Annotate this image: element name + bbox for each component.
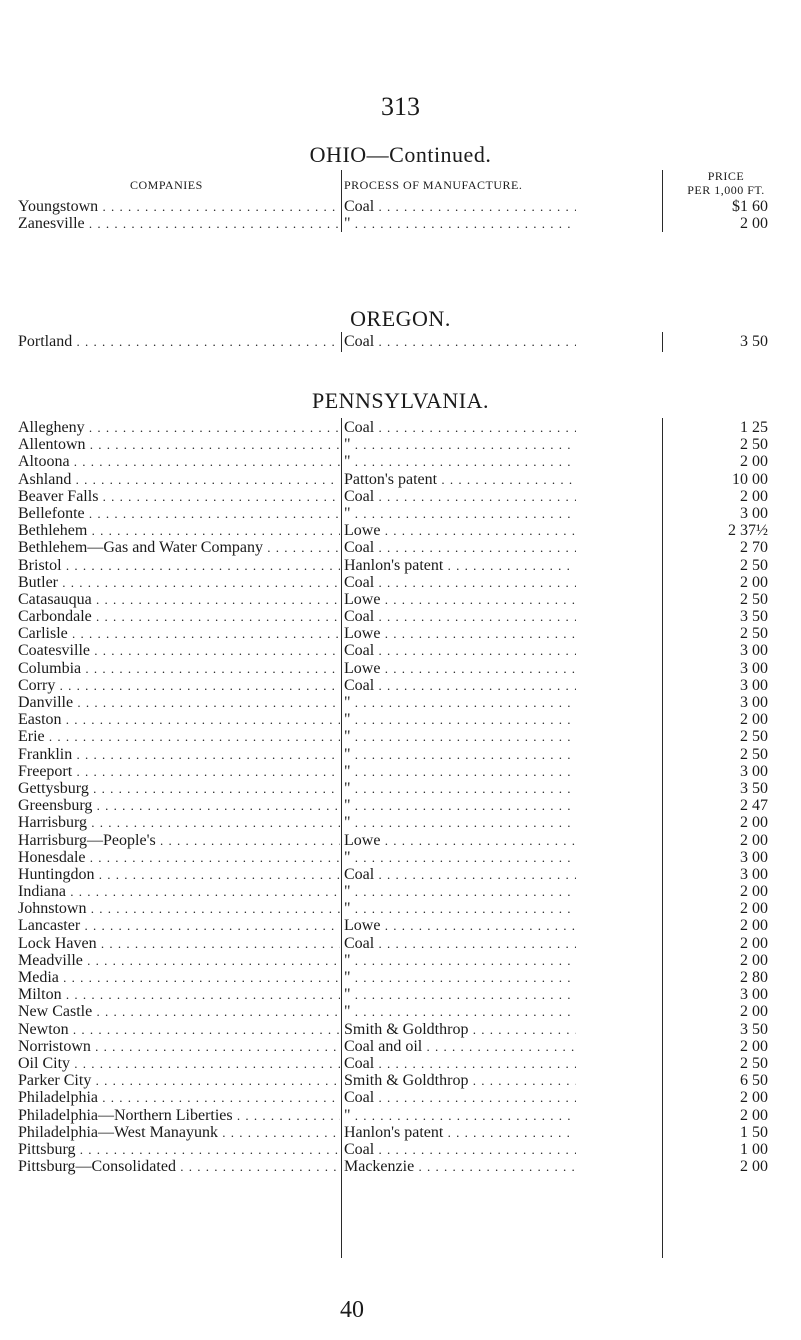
process-of-manufacture: " . . . [344,986,576,1003]
process-of-manufacture: " . . . [344,849,576,866]
col-header-price-line2: PER 1,000 FT. [687,183,765,197]
price-per-1000-ft: 2 00 [740,573,768,591]
table-row [18,660,790,677]
table-row [18,505,790,522]
price-per-1000-ft: 2 00 [740,934,768,952]
process-of-manufacture: " . . . [344,728,576,745]
price-per-1000-ft: 3 00 [740,642,768,660]
price-per-1000-ft: 2 00 [740,1089,768,1107]
process-of-manufacture: " . . . [344,763,576,780]
company-name: Ashland . . . [18,471,340,488]
process-of-manufacture: Coal . . . [344,333,576,350]
table-row [18,1141,790,1158]
process-of-manufacture: " . . . [344,453,576,470]
process-of-manufacture: Smith & Goldthrop . . . [344,1072,576,1089]
price-per-1000-ft: 10 00 [732,470,768,488]
company-name: Greensburg . . . [18,797,340,814]
price-per-1000-ft: 1 50 [740,1123,768,1141]
process-of-manufacture: " . . . [344,814,576,831]
company-name: Zanesville . . . [18,215,340,232]
process-of-manufacture: Lowe . . . [344,591,576,608]
page-number: 313 [381,92,420,121]
table-row [18,419,790,436]
process-of-manufacture: " . . . [344,883,576,900]
process-of-manufacture: Hanlon's patent . . . [344,1124,576,1141]
table-row [18,832,790,849]
price-per-1000-ft: 3 50 [740,1020,768,1038]
table-row [18,728,790,745]
table-row [18,986,790,1003]
process-of-manufacture: Coal and oil . . . [344,1038,576,1055]
table-row [18,1055,790,1072]
process-of-manufacture: Coal . . . [344,677,576,694]
company-name: Coatesville . . . [18,642,340,659]
process-of-manufacture: " . . . [344,436,576,453]
process-of-manufacture: " . . . [344,215,576,232]
price-per-1000-ft: 2 00 [740,711,768,729]
table-row [18,471,790,488]
company-name: Bristol . . . [18,557,340,574]
ohio-table [18,198,790,232]
company-name: Corry . . . [18,677,340,694]
table-row [18,969,790,986]
col-header-price [664,169,788,197]
table-row [18,642,790,659]
process-of-manufacture: Coal . . . [344,1141,576,1158]
table-row [18,917,790,934]
process-of-manufacture: " . . . [344,1107,576,1124]
process-of-manufacture: Coal . . . [344,574,576,591]
company-name: Portland . . . [18,333,340,350]
price-per-1000-ft: 2 00 [740,883,768,901]
col-header-process: PROCESS OF MANUFACTURE. [344,178,523,192]
company-name: New Castle . . . [18,1003,340,1020]
table-row [18,1003,790,1020]
process-of-manufacture: Lowe . . . [344,522,576,539]
table-row [18,488,790,505]
company-name: Butler . . . [18,574,340,591]
table-row [18,539,790,556]
company-name: Parker City . . . [18,1072,340,1089]
company-name: Philadelphia—West Manayunk . . . [18,1124,340,1141]
table-row [18,711,790,728]
table-row [18,625,790,642]
table-row [18,797,790,814]
process-of-manufacture: Mackenzie . . . [344,1158,576,1175]
price-per-1000-ft: 3 50 [740,608,768,626]
price-per-1000-ft: 2 00 [740,1158,768,1176]
ohio-title: OHIO—Continued. [309,142,492,167]
table-row [18,1038,790,1055]
table-row [18,557,790,574]
process-of-manufacture: Coal . . . [344,1055,576,1072]
col-header-companies: COMPANIES [130,178,203,192]
company-name: Freeport . . . [18,763,340,780]
price-per-1000-ft: 2 00 [740,917,768,935]
process-of-manufacture: Coal . . . [344,642,576,659]
price-per-1000-ft: 6 50 [740,1072,768,1090]
process-of-manufacture: Coal . . . [344,1089,576,1106]
price-per-1000-ft: 1 00 [740,1140,768,1158]
process-of-manufacture: " . . . [344,505,576,522]
price-per-1000-ft: 3 50 [740,333,768,350]
oregon-title: OREGON. [350,306,451,331]
table-row [18,215,790,232]
table-row [18,677,790,694]
company-name: Lancaster . . . [18,917,340,934]
col-header-price-line1: PRICE [707,169,745,183]
table-row [18,866,790,883]
table-row [18,333,790,350]
company-name: Franklin . . . [18,746,340,763]
price-per-1000-ft: 2 00 [740,1003,768,1021]
company-name: Youngstown . . . [18,198,340,215]
process-of-manufacture: " . . . [344,797,576,814]
price-per-1000-ft: 2 00 [740,900,768,918]
company-name: Media . . . [18,969,340,986]
company-name: Altoona . . . [18,453,340,470]
price-per-1000-ft: 2 00 [740,1106,768,1124]
price-per-1000-ft: 3 00 [740,986,768,1004]
company-name: Pittsburg . . . [18,1141,340,1158]
company-name: Bellefonte . . . [18,505,340,522]
table-row [18,198,790,215]
process-of-manufacture: Coal . . . [344,419,576,436]
company-name: Erie . . . [18,728,340,745]
process-of-manufacture: " . . . [344,711,576,728]
price-per-1000-ft: 2 50 [740,436,768,454]
company-name: Johnstown . . . [18,900,340,917]
table-row [18,1021,790,1038]
footer-number: 40 [340,1297,364,1323]
price-per-1000-ft: 2 50 [740,745,768,763]
price-per-1000-ft: 3 00 [740,676,768,694]
process-of-manufacture: Coal . . . [344,608,576,625]
company-name: Bethlehem—Gas and Water Company . . . [18,539,340,556]
price-per-1000-ft: 3 50 [740,779,768,797]
price-per-1000-ft: 2 37½ [728,522,768,540]
price-per-1000-ft: 1 25 [740,419,768,436]
process-of-manufacture: " . . . [344,1003,576,1020]
pennsylvania-table [18,419,790,1175]
price-per-1000-ft: 2 00 [740,951,768,969]
table-row [18,608,790,625]
process-of-manufacture: Coal . . . [344,866,576,883]
price-per-1000-ft: 2 50 [740,590,768,608]
process-of-manufacture: Lowe . . . [344,625,576,642]
price-per-1000-ft: 3 00 [740,762,768,780]
process-of-manufacture: Lowe . . . [344,832,576,849]
price-per-1000-ft: 2 50 [740,556,768,574]
price-per-1000-ft: 3 00 [740,848,768,866]
company-name: Easton . . . [18,711,340,728]
process-of-manufacture: Hanlon's patent . . . [344,557,576,574]
process-of-manufacture: " . . . [344,746,576,763]
price-per-1000-ft: 3 00 [740,865,768,883]
table-row [18,453,790,470]
table-row [18,1107,790,1124]
process-of-manufacture: Lowe . . . [344,660,576,677]
price-per-1000-ft: 2 00 [740,814,768,832]
table-row [18,436,790,453]
table-row [18,763,790,780]
company-name: Danville . . . [18,694,340,711]
company-name: Indiana . . . [18,883,340,900]
table-row [18,746,790,763]
table-row [18,522,790,539]
process-of-manufacture: Coal . . . [344,935,576,952]
table-row [18,574,790,591]
company-name: Allentown . . . [18,436,340,453]
process-of-manufacture: Patton's patent . . . [344,471,576,488]
company-name: Honesdale . . . [18,849,340,866]
company-name: Bethlehem . . . [18,522,340,539]
price-per-1000-ft: 2 00 [740,453,768,471]
table-row [18,935,790,952]
company-name: Norristown . . . [18,1038,340,1055]
company-name: Columbia . . . [18,660,340,677]
company-name: Meadville . . . [18,952,340,969]
table-row [18,1089,790,1106]
process-of-manufacture: " . . . [344,969,576,986]
process-of-manufacture: Lowe . . . [344,917,576,934]
company-name: Carlisle . . . [18,625,340,642]
company-name: Catasauqua . . . [18,591,340,608]
price-per-1000-ft: 2 80 [740,969,768,986]
table-row [18,1124,790,1141]
process-of-manufacture: " . . . [344,952,576,969]
company-name: Pittsburg—Consolidated . . . [18,1158,340,1175]
price-per-1000-ft: 2 50 [740,1054,768,1072]
table-row [18,1158,790,1175]
company-name: Harrisburg—People's . . . [18,832,340,849]
table-row [18,883,790,900]
price-per-1000-ft: 2 47 [740,797,768,815]
process-of-manufacture: " . . . [344,694,576,711]
company-name: Harrisburg . . . [18,814,340,831]
price-per-1000-ft: $1 60 [732,198,768,215]
price-per-1000-ft: 2 00 [740,487,768,505]
table-row [18,900,790,917]
process-of-manufacture: Coal . . . [344,198,576,215]
company-name: Huntingdon . . . [18,866,340,883]
company-name: Carbondale . . . [18,608,340,625]
table-row [18,694,790,711]
price-per-1000-ft: 2 00 [740,215,768,233]
table-row [18,780,790,797]
table-row [18,952,790,969]
company-name: Allegheny . . . [18,419,340,436]
table-row [18,1072,790,1089]
process-of-manufacture: Smith & Goldthrop . . . [344,1021,576,1038]
company-name: Philadelphia . . . [18,1089,340,1106]
process-of-manufacture: " . . . [344,780,576,797]
table-row [18,849,790,866]
table-row [18,591,790,608]
table-row [18,814,790,831]
company-name: Beaver Falls . . . [18,488,340,505]
price-per-1000-ft: 2 70 [740,539,768,557]
company-name: Milton . . . [18,986,340,1003]
price-per-1000-ft: 3 00 [740,504,768,522]
process-of-manufacture: Coal . . . [344,488,576,505]
oregon-table [18,333,790,350]
company-name: Lock Haven . . . [18,935,340,952]
process-of-manufacture: " . . . [344,900,576,917]
price-per-1000-ft: 3 00 [740,659,768,677]
price-per-1000-ft: 2 00 [740,831,768,849]
price-per-1000-ft: 3 00 [740,694,768,711]
company-name: Oil City . . . [18,1055,340,1072]
pennsylvania-title: PENNSYLVANIA. [311,388,490,413]
price-per-1000-ft: 2 00 [740,1037,768,1055]
price-per-1000-ft: 2 50 [740,728,768,746]
price-per-1000-ft: 2 50 [740,625,768,643]
company-name: Newton . . . [18,1021,340,1038]
company-name: Gettysburg . . . [18,780,340,797]
company-name: Philadelphia—Northern Liberties . . . [18,1107,340,1124]
process-of-manufacture: Coal . . . [344,539,576,556]
